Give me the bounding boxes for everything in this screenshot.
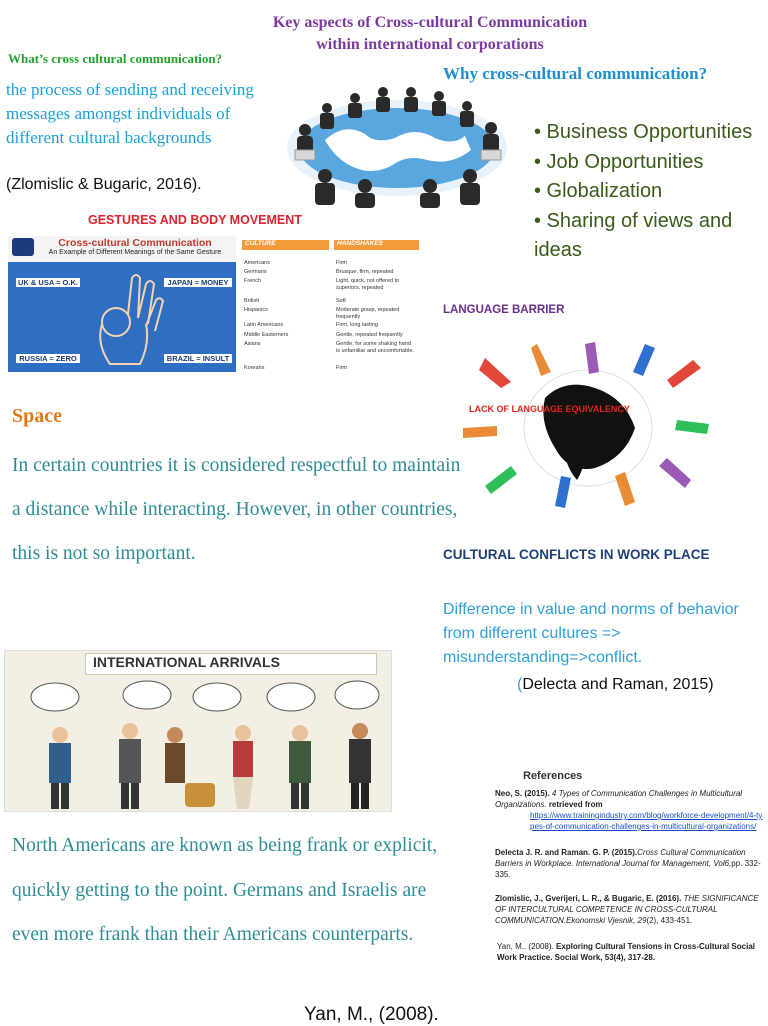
definition-text: the process of sending and receiving messages amongst individuals of different cultural backgrounds bbox=[6, 80, 254, 147]
business-meeting-image bbox=[265, 78, 530, 208]
reference-lead: Yan, M.. (2008). bbox=[497, 942, 556, 951]
gesture-label: BRAZIL = INSULT bbox=[164, 354, 232, 363]
gesture-label: UK & USA = O.K. bbox=[16, 278, 80, 287]
reference-item bbox=[495, 893, 767, 926]
logo-icon bbox=[12, 238, 34, 256]
reference-rest: pp. 332-335. bbox=[495, 859, 761, 879]
table-cell-handshake: Moderate grasp, repeated frequently bbox=[336, 307, 400, 320]
language-heading: LANGUAGE BARRIER bbox=[443, 304, 565, 316]
table-cell-handshake: Gentle, repeated frequently bbox=[336, 332, 403, 338]
table-cell-culture: French bbox=[244, 278, 262, 284]
gesture-chart-title: Cross-cultural Communication bbox=[58, 237, 212, 249]
north-americans-citation: Yan, M., (2008). bbox=[304, 1004, 439, 1025]
conflicts-text: Difference in value and norms of behavior from different cultures => misunderstanding=>conflict. bbox=[443, 601, 739, 666]
table-cell-handshake: Firm, long lasting bbox=[336, 322, 378, 328]
conflicts-citation-text: Delecta and Raman, 2015) bbox=[522, 676, 714, 693]
north-americans-text: North Americans are known as being frank or explicit, quickly getting to the point. Germans and Israelis are even more frank than their Americans counterparts. bbox=[12, 835, 438, 945]
reference-lead: Delecta J. R. and Raman. G. P. (2015). bbox=[495, 848, 638, 857]
reference-item bbox=[495, 847, 767, 880]
reference-rest: retrieved from bbox=[546, 800, 603, 809]
definition-citation: (Zlomislic & Bugaric, 2016). bbox=[6, 176, 202, 193]
conflicts-citation-open: ( bbox=[517, 676, 523, 693]
table-header-culture: CULTURE bbox=[242, 240, 329, 250]
table-cell-handshake: Soft bbox=[336, 298, 346, 304]
why-item: • Job Opportunities bbox=[534, 150, 704, 173]
why-list bbox=[534, 118, 764, 266]
why-item: • Business Opportunities bbox=[534, 121, 753, 143]
conflicts-heading: CULTURAL CONFLICTS IN WORK PLACE bbox=[443, 547, 710, 562]
reference-title: THE SIGNIFICANCE OF INTERCULTURAL COMPETENCE IN CROSS-CULTURAL COMMUNICATION.Ekonomski Vjesnik, 29 bbox=[495, 894, 759, 925]
page-title bbox=[220, 12, 640, 56]
table-cell-handshake: Brusque, firm, repeated bbox=[336, 269, 394, 275]
reference-rest: (2), 433-451. bbox=[646, 916, 693, 925]
reference-lead: Neo, S. (2015). bbox=[495, 789, 552, 798]
reference-item bbox=[497, 941, 763, 963]
table-cell-culture: Koreans bbox=[244, 365, 265, 371]
table-cell-culture: Latin Americans bbox=[244, 322, 284, 328]
reference-lead: Zlomislic, J., Gverijeri, L. R., & Bugaric, E. (2016). bbox=[495, 894, 684, 903]
reference-title: Cross Cultural Communication Barriers in Workplace. International Journal for Management, Vol6, bbox=[495, 848, 746, 868]
reference-rest: Exploring Cultural Tensions in Cross-Cultural Social Work Practice. Social Work, 53(4), 317-28. bbox=[497, 942, 755, 962]
gesture-chart-image bbox=[8, 236, 236, 372]
hands-image-caption: LACK OF LANGUAGE EQUIVALENCY bbox=[469, 404, 630, 414]
hands-world-image bbox=[455, 338, 720, 510]
table-cell-culture: Asians bbox=[244, 341, 261, 347]
table-cell-culture: Germans bbox=[244, 269, 267, 275]
handshake-table-image bbox=[238, 238, 420, 374]
gesture-label: JAPAN = MONEY bbox=[164, 278, 232, 287]
conflicts-citation bbox=[443, 673, 763, 697]
table-cell-culture: Middle Easterners bbox=[244, 332, 289, 338]
table-cell-handshake: Light, quick, not offered to superiors, repeated bbox=[336, 278, 400, 291]
table-cell-culture: British bbox=[244, 298, 260, 304]
why-item: • Sharing of views and ideas bbox=[534, 209, 733, 261]
table-header-handshakes: HANDSHAKES bbox=[334, 240, 419, 250]
table-cell-culture: Americans bbox=[244, 260, 270, 266]
references-heading: References bbox=[523, 770, 583, 782]
space-heading: Space bbox=[12, 405, 62, 427]
table-cell-culture: Hispanics bbox=[244, 307, 268, 313]
reference-link[interactable]: https://www.trainingindustry.com/blog/workforce-development/4-types-of-communication-challenges-in-multicultural-organizations/ bbox=[530, 811, 763, 831]
reference-title: 4 Types of Communication Challenges in Multicultural Organizations. bbox=[495, 789, 743, 809]
definition-question: What’s cross cultural communication? bbox=[8, 51, 223, 66]
table-cell-handshake: Gentle; for some shaking hand is unfamiliar and uncomfortable. bbox=[336, 341, 414, 354]
gesture-label: RUSSIA = ZERO bbox=[16, 354, 80, 363]
reference-item bbox=[495, 788, 765, 832]
why-question: Why cross-cultural communication? bbox=[443, 64, 708, 83]
table-cell-handshake: Firm bbox=[336, 260, 347, 266]
arrivals-sign: INTERNATIONAL ARRIVALS bbox=[93, 654, 280, 670]
gesture-chart-subtitle: An Example of Different Meanings of the Same Gesture bbox=[48, 249, 222, 256]
table-cell-handshake: Firm bbox=[336, 365, 347, 371]
international-arrivals-image bbox=[4, 650, 392, 812]
title-line-1: Key aspects of Cross-cultural Communication bbox=[272, 14, 588, 31]
title-line-2: within international corporations bbox=[316, 36, 544, 53]
space-text: In certain countries it is considered respectful to maintain a distance while interacting. However, in other countries, this is not so important. bbox=[12, 455, 461, 564]
why-item: • Globalization bbox=[534, 180, 663, 202]
ok-hand-icon bbox=[78, 264, 168, 370]
gestures-heading: GESTURES AND BODY MOVEMENT bbox=[88, 213, 302, 227]
